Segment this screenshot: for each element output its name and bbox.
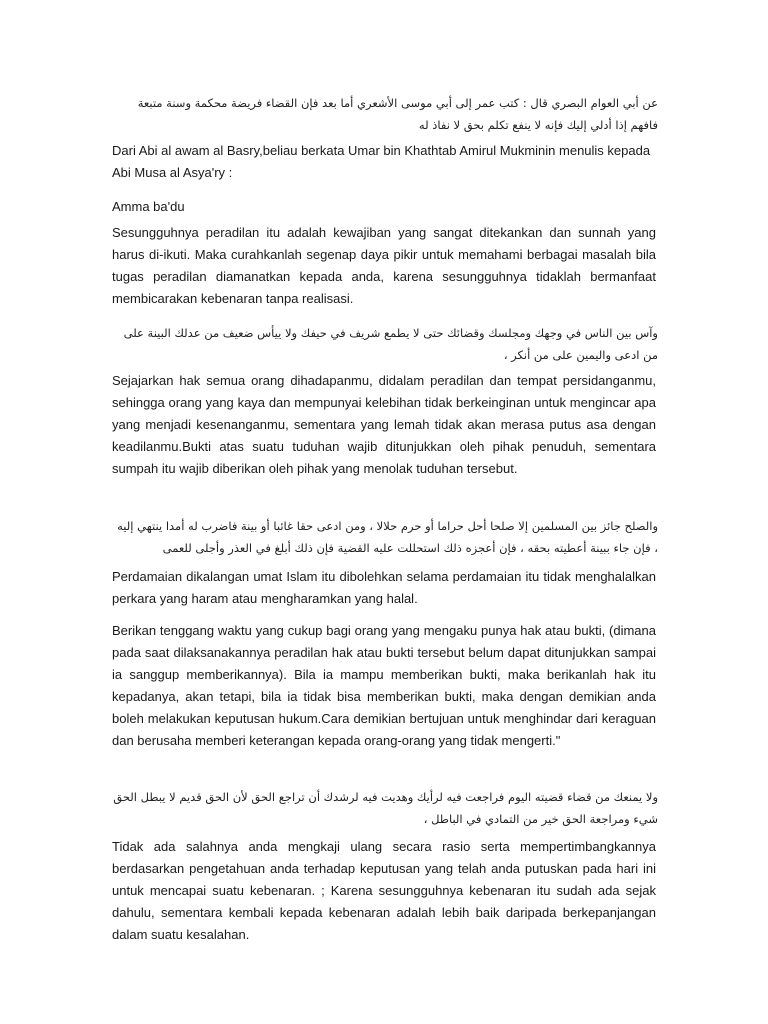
paragraph-3: Perdamaian dikalangan umat Islam itu dibolehkan selama perdamaian itu tidak menghalalkan perkara yang haram atau mengharamkan yang halal. [112,569,656,606]
intro-paragraph: Dari Abi al awam al Basry,beliau berkata Umar bin Khathtab Amirul Mukminin menulis kepada Abi Musa al Asya'ry : [112,143,651,180]
arabic-text-1: عن أبي العوام البصري قال : كتب عمر إلى أبي موسى الأشعري أما بعد فإن القضاء فريضة محكمة وسنة متبعة فافهم إذا أدلي إليك فإنه لا ينفع تكلم بحق لا نفاذ له [137,96,658,132]
amma-badu-heading: Amma ba'du [112,199,185,214]
paragraph-5: Tidak ada salahnya anda mengkaji ulang secara rasio serta mempertimbangkannya berdasarkan pengetahuan anda terhadap keputusan yang telah anda putuskan pada hari ini untuk mencapai suatu kebenaran. ; Karena sesungguhnya kebenaran itu sudah ada sejak dahulu, sementara kembali kepada kebenaran adalah lebih baik daripada berkepanjangan dalam suatu kesalahan. [112,839,656,942]
arabic-text-4: ولا يمنعك من قضاء قضيته اليوم فراجعت فيه لرأيك وهديت فيه لرشدك أن تراجع الحق لأن الحق قديم لا يبطل الحق شيء ومراجعة الحق خير من التمادي في الباطل ، [113,790,658,826]
paragraph-2: Sejajarkan hak semua orang dihadapanmu, didalam peradilan dan tempat persidanganmu, sehingga orang yang kaya dan mempunyai kelebihan tidak berkeinginan untuk mengincar apa yang menjadi kesenanganmu, sementara yang lemah tidak akan merasa putus asa dengan keadilanmu.Bukti atas suatu tuduhan wajib ditunjukkan oleh pihak penuduh, sementara sumpah itu wajib diberikan oleh pihak yang menolak tuduhan tersebut. [112,373,656,476]
arabic-text-3: والصلح جائز بين المسلمين إلا صلحا أحل حراما أو حرم حلالا ، ومن ادعى حقا غائبا أو بينة فاضرب له أمدا ينتهي إليه ، فإن جاء ببينة أعطيته بحقه ، فإن أعجزه ذلك استحللت عليه القضية فإن ذلك أبلغ في العذر وأجلى للعمى [117,519,658,555]
paragraph-4: Berikan tenggang waktu yang cukup bagi orang yang mengaku punya hak atau bukti, (dimana pada saat dilaksanakannya peradilan hak atau bukti tersebut belum dapat ditunjukkan sampai ia sanggup memberikannya). Bila ia mampu memberikan bukti, maka berikanlah hak itu kepadanya, akan tetapi, bila ia tidak bisa memberikan bukti, maka dengan demikian anda boleh melakukan keputusan hukum.Cara demikian bertujuan untuk menghindar dari keraguan dan berusaha memberi keterangan kepada orang-orang yang tidak mengerti." [112,623,656,748]
arabic-text-2: وآس بين الناس في وجهك ومجلسك وقضائك حتى لا يطمع شريف في حيفك ولا ييأس ضعيف من عدلك البينة على من ادعى واليمين على من أنكر ، [123,326,658,362]
paragraph-1: Sesungguhnya peradilan itu adalah kewajiban yang sangat ditekankan dan sunnah yang harus di-ikuti. Maka curahkanlah segenap daya pikir untuk memahami berbagai masalah bila tugas peradilan diamanatkan kepada anda, karena sesungguhnya tidaklah bermanfaat membicarakan kebenaran tanpa realisasi. [112,225,656,306]
